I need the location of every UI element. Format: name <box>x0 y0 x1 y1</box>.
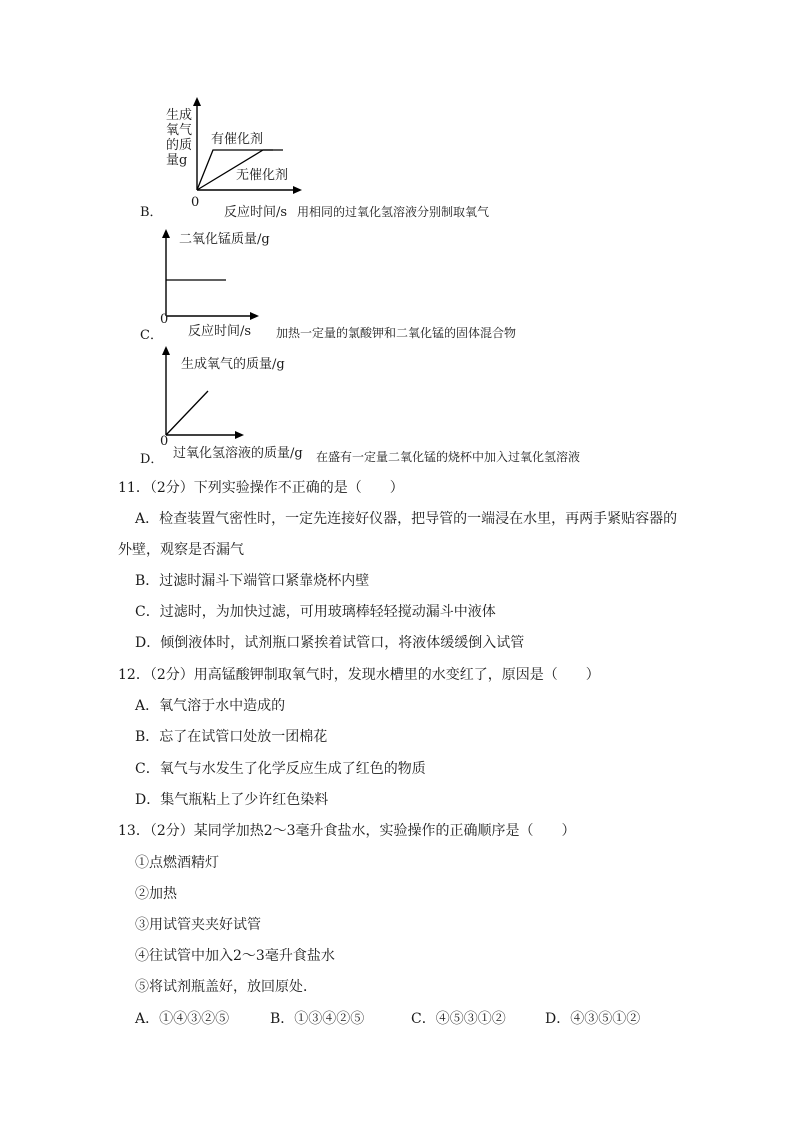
y-label-line: 的质 <box>166 138 193 153</box>
option-d: D．集气瓶粘上了少许红色染料 <box>135 792 329 808</box>
y-axis-arrow <box>162 346 170 355</box>
option-a: A．①④③②⑤ <box>135 1011 230 1027</box>
option-b: B．①③④②⑤ <box>270 1011 365 1027</box>
y-label-line: 氧气 <box>166 123 193 138</box>
option-b: B．忘了在试管口处放一团棉花 <box>135 729 328 745</box>
option-a-continued: 外壁，观察是否漏气 <box>118 542 244 558</box>
line-label-catalyst: 有催化剂 <box>211 132 264 147</box>
x-axis-arrow <box>235 431 244 439</box>
option-letter: C． <box>140 328 163 343</box>
question-stem: 11．（2分）下列实验操作不正确的是（ ） <box>118 480 404 496</box>
option-b: B．过滤时漏斗下端管口紧靠烧杯内壁 <box>135 573 370 589</box>
y-label-line: 生成 <box>166 108 193 123</box>
line-label-no-catalyst: 无催化剂 <box>236 168 289 183</box>
chart-origin: 0 <box>191 195 200 210</box>
option-description: 加热一定量的氯酸钾和二氧化锰的固体混合物 <box>276 326 517 340</box>
y-axis-arrow <box>162 229 170 238</box>
x-axis-arrow <box>250 312 259 320</box>
option-c: C．过滤时，为加快过滤，可用玻璃棒轻轻搅动漏斗中液体 <box>135 604 496 620</box>
x-axis-arrow <box>293 186 302 194</box>
step-1: ①点燃酒精灯 <box>135 855 219 871</box>
option-a: A．检查装置气密性时，一定先连接好仪器，把导管的一端浸在水里，再两手紧贴容器的 <box>135 511 678 527</box>
question-stem: 12．（2分）用高锰酸钾制取氧气时，发现水槽里的水变红了，原因是（ ） <box>118 667 600 683</box>
step-4: ④往试管中加入2～3毫升食盐水 <box>135 948 335 964</box>
chart-origin: 0 <box>160 434 169 449</box>
option-letter: D． <box>140 452 164 467</box>
chart-x-label: 反应时间/s <box>224 205 288 220</box>
question-stem: 13．（2分）某同学加热2～3毫升食盐水，实验操作的正确顺序是（ ） <box>118 823 576 839</box>
y-axis-arrow <box>193 97 201 106</box>
step-2: ②加热 <box>135 886 177 902</box>
oxygen-mass-line <box>166 391 208 435</box>
chart-y-label: 二氧化锰质量/g <box>179 232 270 247</box>
option-d: D．④③⑤①② <box>545 1011 641 1027</box>
chart-y-label: 生成氧气的质量/g <box>181 357 285 372</box>
chart-origin: 0 <box>160 312 169 327</box>
y-label-line: 量g <box>166 153 188 168</box>
step-3: ③用试管夹夹好试管 <box>135 917 261 933</box>
option-description: 在盛有一定量二氧化锰的烧杯中加入过氧化氢溶液 <box>316 450 581 464</box>
chart-x-label: 过氧化氢溶液的质量/g <box>173 446 303 461</box>
option-c: C．④⑤③①② <box>411 1011 506 1027</box>
option-d: D．倾倒液体时，试剂瓶口紧挨着试管口，将液体缓缓倒入试管 <box>135 635 525 651</box>
option-a: A．氧气溶于水中造成的 <box>135 698 286 714</box>
option-description: 用相同的过氧化氢溶液分别制取氧气 <box>297 205 490 219</box>
step-5: ⑤将试剂瓶盖好，放回原处． <box>135 979 317 995</box>
option-letter: B． <box>140 205 163 220</box>
option-c: C．氧气与水发生了化学反应生成了红色的物质 <box>135 761 426 777</box>
chart-x-label: 反应时间/s <box>188 324 252 339</box>
